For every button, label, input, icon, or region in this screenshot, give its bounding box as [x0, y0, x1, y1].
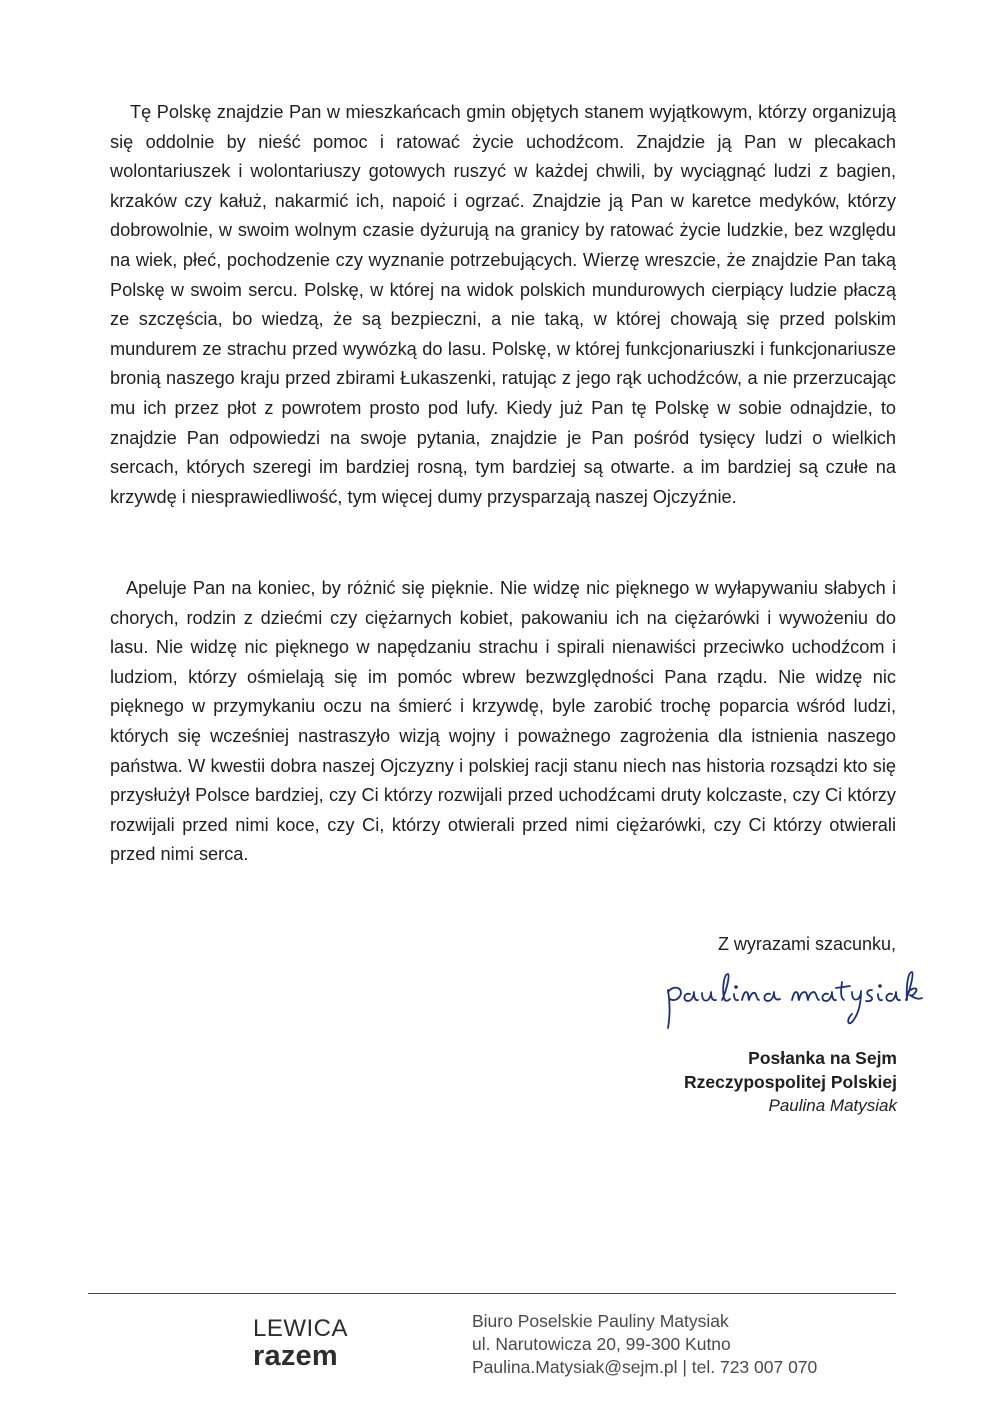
office-contact: Paulina.Matysiak@sejm.pl | tel. 723 007 070 [472, 1357, 818, 1377]
footer-divider [88, 1293, 896, 1294]
signatory-name: Paulina Matysiak [768, 1096, 897, 1115]
letter-paragraph-2: Apeluje Pan na koniec, by różnić się pięknie. Nie widzę nic pięknego w wyłapywaniu słabych i chorych, rodzin z dziećmi czy ciężarnych kobiet, pakowaniu ich na ciężarówki i wywożeniu do lasu. Nie widzę nic pięknego w napędzaniu strachu i spirali nienawiści przeciwko uchodźcom i ludziom, którzy ośmielają się im pomóc wbrew bezwzględności Pana rządu. Nie widzę nic pięknego w przymykaniu oczu na śmierć i krzywdę, byle zarobić trochę poparcia wśród ludzi, których się wcześniej nastraszyło wizją wojny i poważnego zagrożenia dla istnienia naszego państwa. W kwestii dobra naszej Ojczyzny i polskiej racji stanu niech nas historia rozsądzi kto się przysłużył Polsce bardziej, czy Ci którzy rozwijali przed uchodźcami druty kolczaste, czy Ci którzy rozwijali przed nimi koce, czy Ci, którzy otwierali przed nimi ciężarówki, czy Ci którzy otwierali przed nimi serca. [110, 578, 896, 865]
office-name: Biuro Poselskie Pauliny Matysiak [472, 1311, 729, 1331]
logo-text-bottom: razem [253, 1340, 338, 1372]
logo-text-top: LEWICA [253, 1315, 349, 1342]
signatory-title-line-2: Rzeczypospolitej Polskiej [684, 1072, 897, 1092]
office-address [472, 1310, 892, 1379]
office-street: ul. Narutowicza 20, 99-300 Kutno [472, 1334, 731, 1354]
signatory-title-line-1: Posłanka na Sejm [748, 1048, 897, 1068]
signatory-block [560, 1046, 897, 1118]
closing-salutation: Z wyrazami szacunku, [717, 934, 896, 954]
handwritten-signature [660, 968, 930, 1038]
letter-paragraph-1: Tę Polskę znajdzie Pan w mieszkańcach gmin objętych stanem wyjątkowym, którzy organizują się oddolnie by nieść pomoc i ratować życie uchodźcom. Znajdzie ją Pan w plecakach wolontariuszek i wolontariuszy gotowych ruszyć w każdej chwili, by wyciągnąć ludzi z bagien, krzaków czy kałuż, nakarmić ich, napoić i ogrzać. Znajdzie ją Pan w karetce medyków, którzy dobrowolnie, w swoim wolnym czasie dyżurują na granicy by ratować życie ludzkie, bez względu na wiek, płeć, pochodzenie czy wyznanie potrzebujących. Wierzę wreszcie, że znajdzie Pan taką Polskę w swoim sercu. Polskę, w której na widok polskich mundurowych cierpiący ludzie płaczą ze szczęścia, bo wiedzą, że są bezpieczni, a nie taką, w której chowają się przed polskim mundurem ze strachu przed wywózką do lasu. Polskę, w której funkcjonariuszki i funkcjonariusze bronią naszego kraju przed zbirami Łukaszenki, ratując z jego rąk uchodźców, a nie przerzucając mu ich przez płot z powrotem prosto pod lufy. Kiedy już Pan tę Polskę w sobie odnajdzie, to znajdzie Pan odpowiedzi na swoje pytania, znajdzie je Pan pośród tysięcy ludzi o wielkich sercach, których szeregi im bardziej rosną, tym bardziej są otwarte. a im bardziej są czułe na krzywdę i niesprawiedliwość, tym więcej dumy przysparzają naszej Ojczyźnie. [110, 102, 896, 507]
lewica-razem-logo [253, 1316, 373, 1370]
